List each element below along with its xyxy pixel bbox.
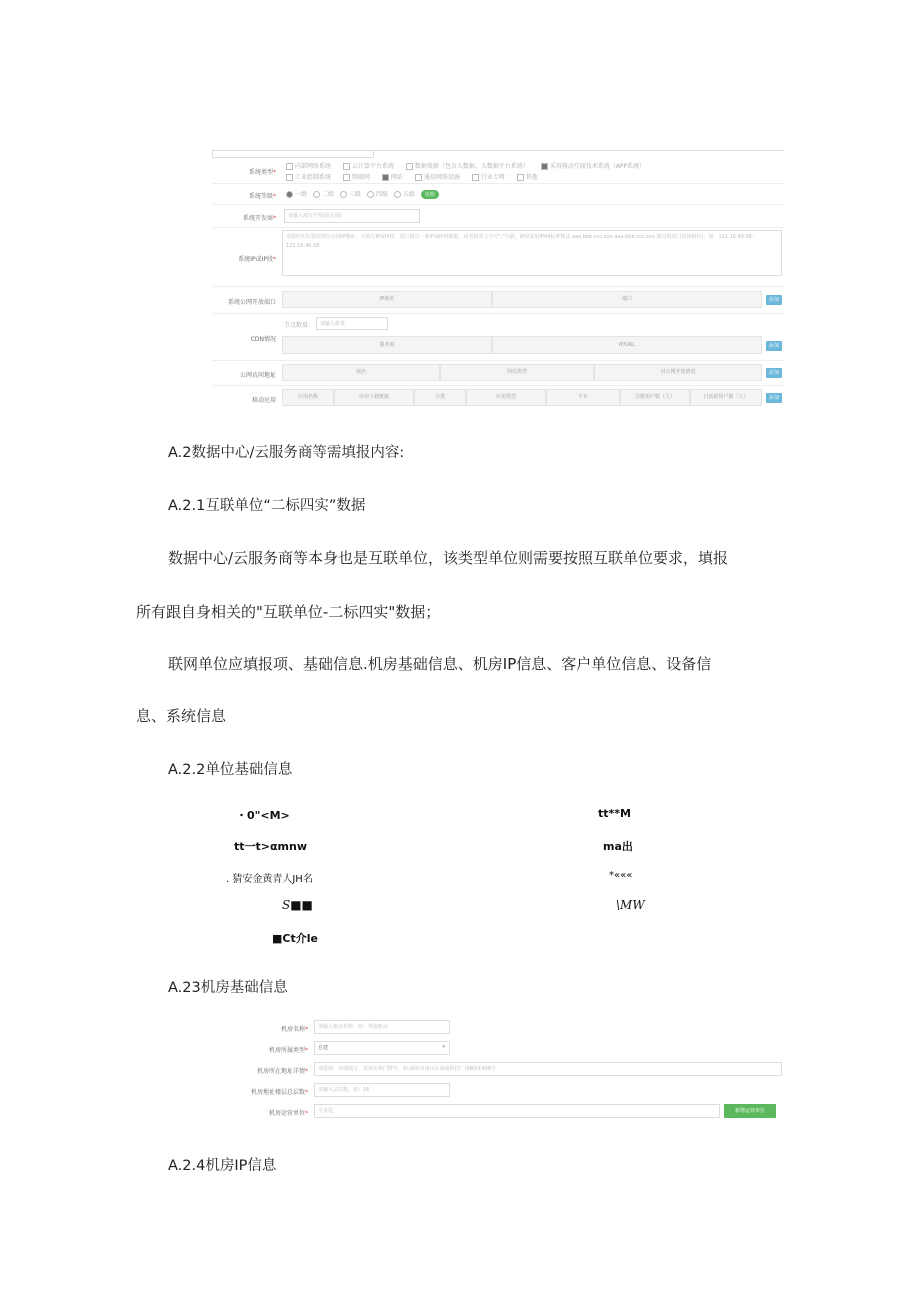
mobile-app-label: 移动应用 (251, 397, 276, 404)
app-col: 应用下载链接 (334, 389, 414, 406)
room-type-select[interactable]: 自建 ▾ (314, 1041, 450, 1055)
app-col: 分类 (414, 389, 466, 406)
heading-a23: A.23机房基础信息 (168, 980, 288, 996)
public-port-label: 系统公网开放端口 (227, 299, 276, 306)
url-col-type: 网站类型 (440, 364, 594, 381)
checkbox-option[interactable]: 网站 (382, 172, 403, 181)
app-col: 注册用户数（人） (620, 389, 690, 406)
room-address-input[interactable]: 请选择、详细填写、具体名称门牌号，如:深圳市南山区深南科技广场B座1409号 (314, 1062, 782, 1076)
checkbox-option[interactable]: 物联网 (343, 172, 370, 181)
public-url-row (212, 361, 784, 386)
system-ip-row (212, 228, 784, 287)
cdn-label: CDN情况 (250, 336, 276, 343)
checkbox-option[interactable]: 内部网络系统 (286, 161, 331, 170)
room-floors-label: 机房地址楼层总层数* (250, 1089, 308, 1096)
unit-info-field: ・0"<M> (236, 809, 290, 822)
radio-option[interactable]: 四级 (367, 189, 388, 198)
system-level-row (212, 184, 784, 205)
system-developer-label: 系统开发商* (242, 215, 276, 222)
add-operator-button[interactable]: 新增运营单位 (724, 1104, 776, 1118)
port-col-port: 端口 (492, 291, 762, 308)
room-address-label: 机房所在地址详情* (256, 1068, 308, 1075)
paragraph-1-line-1: 数据中心/云服务商等本身也是互联单位，该类型单位则需要按照互联单位要求，填报 (168, 549, 729, 567)
system-ip-textarea[interactable]: 请按照实际情况填写公网IP地址，可填写IP或IP段，段行填写一条IP或IP段数据，或者按英文分号";"分隔，IP段采用IPV4标准格式.aaa.bbb.ccc.xxx-aaa.bbb.ccc.xxx 填写情况门按钮组织)，如：122.16.40.56-122.16.40.58 (282, 230, 782, 276)
radio-option[interactable]: 一级 (286, 189, 307, 198)
room-name-label: 机房名称* (280, 1026, 308, 1033)
system-type-row (212, 159, 784, 184)
url-col-domain: 域名 (282, 364, 440, 381)
radio-option[interactable]: 五级 (394, 189, 415, 198)
cdn-count-label: 节点数量： (284, 322, 315, 329)
cdn-row (212, 314, 784, 361)
system-developer-input[interactable]: 请输入填写开发商(必填) (284, 209, 420, 223)
cdn-col-ipurl: IP/URL (492, 336, 762, 354)
heading-a22: A.2.2单位基础信息 (168, 762, 293, 778)
radio-option[interactable]: 三级 (340, 189, 361, 198)
unit-info-field: tt一t>αmnw (234, 840, 308, 853)
unit-info-field: ma出 (603, 840, 633, 853)
unit-info-field: \MW (616, 898, 645, 912)
unit-info-field: S■■ (282, 898, 313, 912)
add-url-button[interactable]: 添加 (766, 368, 782, 378)
checkbox-option[interactable]: 其他 (517, 172, 538, 181)
room-operator-input[interactable]: 可多选 (314, 1104, 720, 1118)
paragraph-2-line-1: 联网单位应填报项、基础信息.机房基础信息、机房IP信息、客户单位信息、设备信 (168, 655, 712, 673)
machine-room-form-screenshot (238, 1015, 784, 1127)
checkbox-option[interactable]: 行业专网 (472, 172, 505, 181)
system-level-options (286, 189, 439, 199)
system-level-label: 系统等级* (248, 193, 276, 200)
port-col-ip: IP地址 (282, 291, 492, 308)
app-col: 应用名称 (282, 389, 334, 406)
cdn-col-provider: 服务商 (282, 336, 492, 354)
form-top-bar (212, 151, 374, 158)
unit-info-field: ■Ct介le (272, 932, 318, 945)
system-type-options-row2 (286, 172, 548, 181)
unit-info-field: . 猜安金黄青人JH名 (226, 874, 313, 885)
system-type-label: 系统类型* (248, 169, 276, 176)
level-help-button[interactable]: 说明 (421, 190, 439, 199)
system-ip-label: 系统IP或IP段* (238, 256, 276, 263)
paragraph-1-line-2: 所有跟自身相关的"互联单位-二标四实"数据； (136, 603, 441, 621)
app-col: 日活跃用户数（人） (690, 389, 762, 406)
system-type-options-row1 (286, 161, 655, 170)
heading-a24: A.2.4机房IP信息 (168, 1158, 277, 1174)
room-operator-label: 机房运营单位* (268, 1110, 308, 1117)
checkbox-option[interactable]: 采用移动互联技术系统（APP系统） (541, 161, 645, 170)
paragraph-2-line-2: 息、系统信息 (136, 707, 227, 725)
checkbox-option[interactable]: 通信网络设施 (415, 172, 460, 181)
checkbox-option[interactable]: 云计算平台系统 (343, 161, 394, 170)
unit-info-field: *««« (609, 870, 633, 881)
checkbox-option[interactable]: 工业控制系统 (286, 172, 331, 181)
mobile-app-row (212, 386, 784, 410)
room-floors-input[interactable]: 请输入总层数，如：16 (314, 1083, 450, 1097)
system-info-form-screenshot (212, 150, 784, 411)
checkbox-option[interactable]: 数据资源（包含大数据、大数据平台系统） (406, 161, 529, 170)
add-app-button[interactable]: 添加 (766, 393, 782, 403)
room-type-label: 机房所属类型* (268, 1047, 308, 1054)
app-col: 应用类型 (466, 389, 546, 406)
radio-option[interactable]: 二级 (313, 189, 334, 198)
room-name-input[interactable]: 请输入机房名称，如：华南机房 (314, 1020, 450, 1034)
cdn-count-input[interactable]: 请输入数量 (316, 317, 388, 330)
public-port-row (212, 287, 784, 314)
url-col-open: 对公网开放情况 (594, 364, 762, 381)
system-developer-row (212, 205, 784, 228)
chevron-down-icon: ▾ (442, 1044, 445, 1050)
add-port-button[interactable]: 添加 (766, 295, 782, 305)
heading-a2: A.2数据中心/云服务商等需填报内容: (168, 445, 405, 461)
public-url-label: 公网访问地址 (239, 372, 276, 379)
app-col: 平台 (546, 389, 620, 406)
heading-a21: A.2.1互联单位“二标四实”数据 (168, 498, 366, 514)
add-cdn-button[interactable]: 添加 (766, 341, 782, 351)
unit-info-field: tt**M (598, 807, 631, 820)
